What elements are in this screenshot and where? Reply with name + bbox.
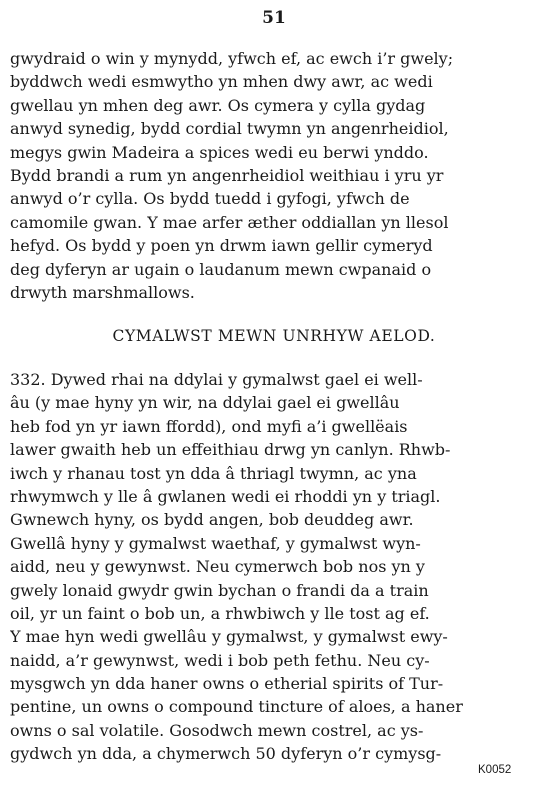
catalog-code: K0052	[478, 764, 512, 776]
text-line: gwely lonaid gwydr gwin bychan o frandi da a train	[10, 580, 429, 600]
text-line: camomile gwan. Y mae arfer æther oddiallan yn llesol	[10, 212, 449, 232]
text-line: lawer gwaith heb un effeithiau drwg yn canlyn. Rhwb-	[10, 440, 451, 460]
text-line: Gwnewch hyny, os bydd angen, bob deuddeg awr.	[10, 510, 414, 530]
text-line: gwellau yn mhen deg awr. Os cymera y cylla gydag	[10, 95, 426, 115]
text-line: byddwch wedi esmwytho yn mhen dwy awr, ac wedi	[10, 72, 433, 92]
text-line: deg dyferyn ar ugain o laudanum mewn cwpanaid o	[10, 259, 432, 279]
text-line: rhwymwch y lle â gwlanen wedi ei rhoddi yn y triagl.	[10, 486, 441, 506]
text-line: hefyd. Os bydd y poen yn drwm iawn gellir cymeryd	[10, 236, 433, 256]
text-line: iwch y rhanau tost yn dda â thriagl twymn, ac yna	[10, 463, 417, 483]
text-line: Y mae hyn wedi gwellâu y gymalwst, y gymalwst ewy-	[10, 627, 448, 647]
text-line: anwyd synedig, bydd cordial twymn yn angenrheidiol,	[10, 119, 449, 139]
text-line: heb fod yn yr iawn ffordd), ond myfi a’i gwellëais	[10, 416, 408, 436]
paragraph-two	[10, 368, 530, 766]
text-line: gydwch yn dda, a chymerwch 50 dyferyn o’r cymysg-	[10, 744, 442, 764]
text-line: Bydd brandi a rum yn angenrheidiol weithiau i yru yr	[10, 165, 444, 185]
section-heading: CYMALWST MEWN UNRHYW AELOD.	[112, 327, 436, 345]
text-line: mysgwch yn dda haner owns o etherial spirits of Tur-	[10, 674, 444, 694]
text-line: owns o sal volatile. Gosodwch mewn costrel, ac ys-	[10, 720, 424, 740]
paragraph-one	[10, 47, 530, 304]
page-number: 51	[262, 8, 286, 28]
text-line: aidd, neu y gewynwst. Neu cymerwch bob nos yn y	[10, 557, 425, 577]
text-line: pentine, un owns o compound tincture of aloes, a haner	[10, 697, 463, 717]
text-line: Gwellâ hyny y gymalwst waethaf, y gymalwst wyn-	[10, 533, 421, 553]
text-line: oil, yr un faint o bob un, a rhwbiwch y lle tost ag ef.	[10, 603, 430, 623]
text-line: 332. Dywed rhai na ddylai y gymalwst gael ei well-	[10, 370, 423, 389]
text-line: megys gwin Madeira a spices wedi eu berwi ynddo.	[10, 142, 429, 162]
text-line: âu (y mae hyny yn wir, na ddylai gael ei gwellâu	[10, 393, 400, 413]
text-line: gwydraid o win y mynydd, yfwch ef, ac ewch i’r gwely;	[10, 49, 454, 68]
text-line: drwyth marshmallows.	[10, 282, 195, 302]
text-line: naidd, a’r gewynwst, wedi i bob peth fethu. Neu cy-	[10, 650, 430, 670]
text-line: anwyd o’r cylla. Os bydd tuedd i gyfogi, yfwch de	[10, 189, 410, 209]
